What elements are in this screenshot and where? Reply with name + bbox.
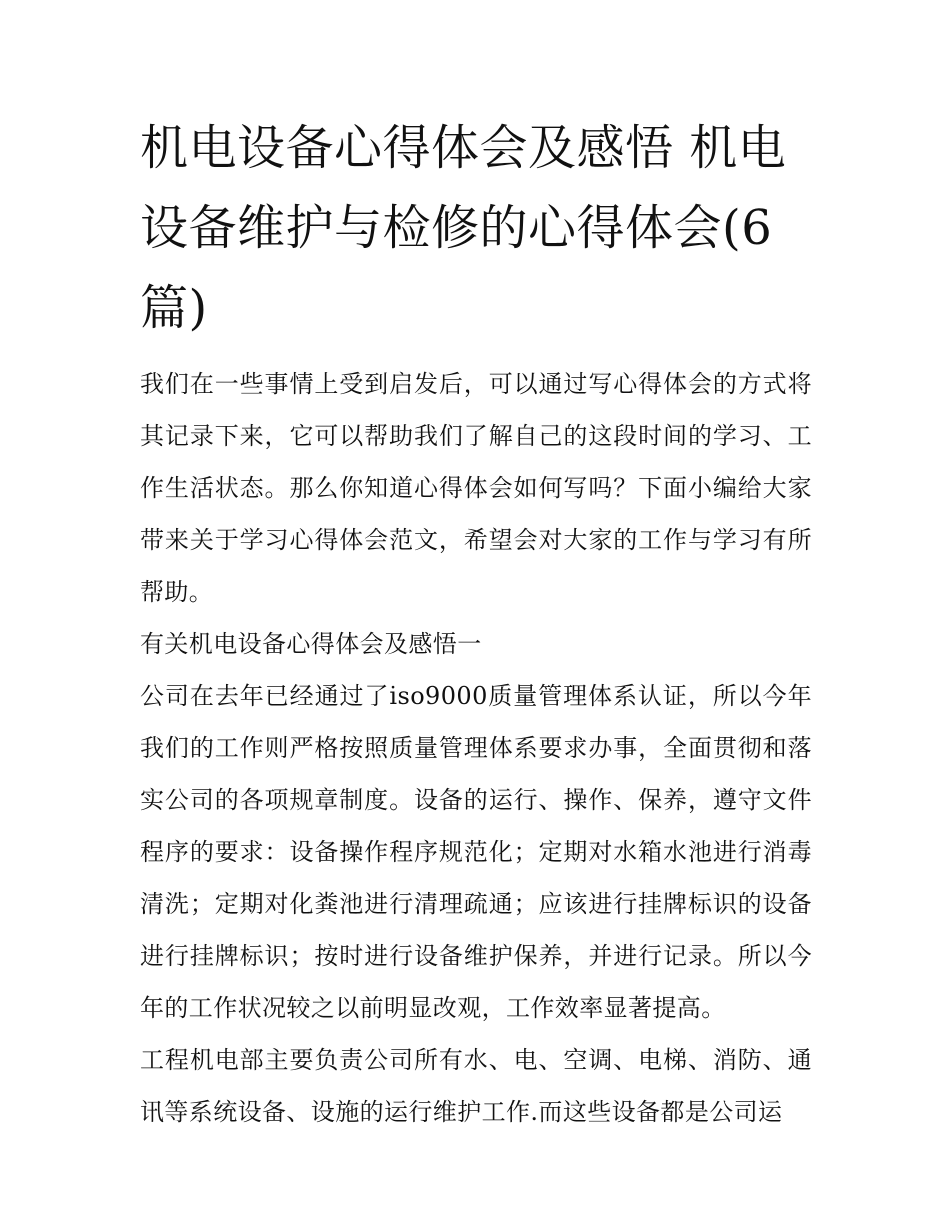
- section-heading: 有关机电设备心得体会及感悟一: [140, 630, 482, 658]
- intro-paragraph: 我们在一些事情上受到启发后，可以通过写心得体会的方式将其记录下来，它可以帮助我们了解自己的这段时间的学习、工作生活状态。那么你知道心得体会如何写吗？下面小编给大家带来关于学习心得体会范文，希望会对大家的工作与学习有所帮助。: [140, 370, 812, 606]
- document-title: 机电设备心得体会及感悟 机电设备维护与检修的心得体会(6篇): [140, 120, 787, 336]
- body-paragraph-2: 工程机电部主要负责公司所有水、电、空调、电梯、消防、通讯等系统设备、设施的运行维护工作.而这些设备都是公司运: [140, 1046, 812, 1126]
- document-body: [140, 358, 812, 1138]
- body-paragraph-1: 公司在去年已经通过了iso9000质量管理体系认证，所以今年我们的工作则严格按照质量管理体系要求办事，全面贯彻和落实公司的各项规章制度。设备的运行、操作、保养，遵守文件程序的要求：设备操作程序规范化；定期对水箱水池进行消毒清洗；定期对化粪池进行清理疏通；应该进行挂牌标识的设备进行挂牌标识；按时进行设备维护保养，并进行记录。所以今年的工作状况较之以前明显改观，工作效率显著提高。: [140, 682, 812, 1022]
- document-page: [140, 108, 812, 1138]
